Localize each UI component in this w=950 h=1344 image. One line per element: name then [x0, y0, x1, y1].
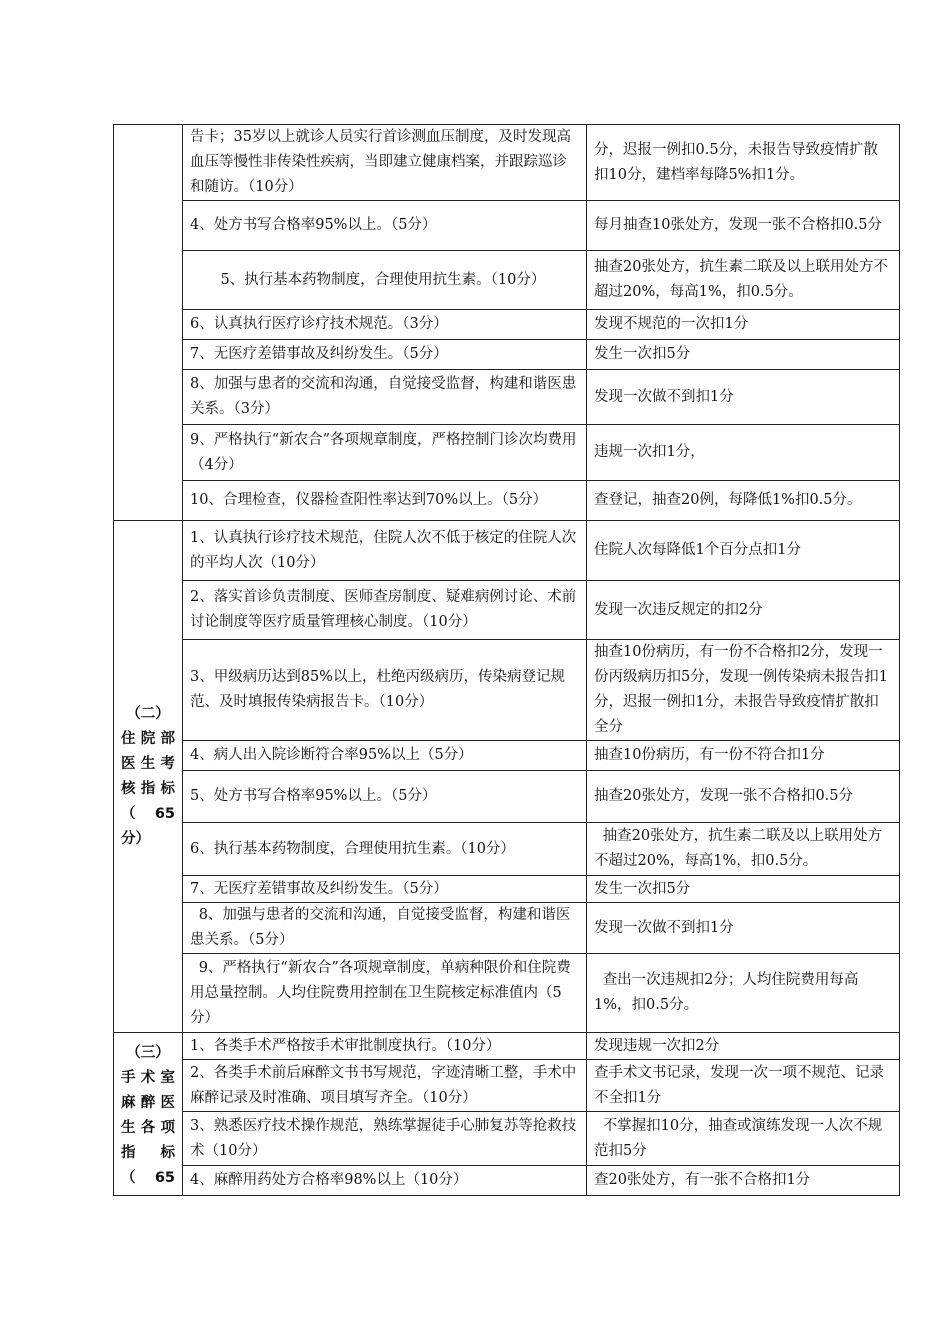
- item-cell: 4、麻醉用药处方合格率98%以上（10分）: [183, 1166, 587, 1196]
- rule-cell: 发现一次做不到扣1分: [587, 903, 900, 954]
- item-cell: 3、熟悉医疗技术操作规范，熟练掌握徒手心肺复苏等抢救技术（10分）: [183, 1112, 587, 1166]
- rule-cell: 发生一次扣5分: [587, 876, 900, 903]
- table-row: [114, 251, 900, 310]
- item-cell: 5、执行基本药物制度，合理使用抗生素。（10分）: [183, 251, 587, 310]
- rule-cell: 查登记，抽查20例，每降低1%扣0.5分。: [587, 481, 900, 521]
- table-row: [114, 1060, 900, 1112]
- section-label-line: 麻醉医: [121, 1095, 175, 1111]
- table-row: [114, 481, 900, 521]
- table-row: [114, 954, 900, 1033]
- rule-cell: 发现违规一次扣2分: [587, 1033, 900, 1060]
- rule-cell: 查出一次违规扣2分；人均住院费用每高1%，扣0.5分。: [587, 954, 900, 1033]
- rule-cell: 发生一次扣5分: [587, 340, 900, 370]
- table-row: [114, 521, 900, 581]
- section-label-line: 指 标: [121, 1145, 175, 1161]
- item-cell: 9、严格执行“新农合”各项规章制度，单病种限价和住院费用总量控制。人均住院费用控制在卫生院核定标准值内（5分）: [183, 954, 587, 1033]
- section-label-line: 分）: [121, 830, 150, 847]
- item-cell: 7、无医疗差错事故及纠纷发生。（5分）: [183, 876, 587, 903]
- section-label-line: 手术室: [121, 1070, 175, 1086]
- rule-cell: 抽查20张处方，抗生素二联及以上联用处方不超过20%，每高1%，扣0.5分。: [587, 823, 900, 876]
- rule-cell: 抽查20张处方，抗生素二联及以上联用处方不超过20%，每高1%，扣0.5分。: [587, 251, 900, 310]
- item-cell: 5、处方书写合格率95%以上。（5分）: [183, 771, 587, 823]
- table-row: [114, 771, 900, 823]
- item-cell: 8、加强与患者的交流和沟通，自觉接受监督，构建和谐医患关系。（5分）: [183, 903, 587, 954]
- rule-cell: 住院人次每降低1个百分点扣1分: [587, 521, 900, 581]
- item-cell: 6、执行基本药物制度，合理使用抗生素。（10分）: [183, 823, 587, 876]
- table-row: [114, 823, 900, 876]
- table-row: [114, 581, 900, 640]
- rule-cell: 抽查10份病历，有一份不合格扣2分，发现一份丙级病历扣5分，发现一例传染病未报告扣1分，迟报一例扣1分，未报告导致疫情扩散扣全分: [587, 640, 900, 741]
- rule-cell: 违规一次扣1分，: [587, 425, 900, 481]
- table-row: [114, 741, 900, 771]
- item-cell: 8、加强与患者的交流和沟通，自觉接受监督，构建和谐医患关系。（3分）: [183, 370, 587, 425]
- rule-cell: 查20张处方，有一张不合格扣1分: [587, 1166, 900, 1196]
- rule-cell: 每月抽查10张处方，发现一张不合格扣0.5分: [587, 201, 900, 251]
- table-row: [114, 876, 900, 903]
- rule-cell: 发现一次做不到扣1分: [587, 370, 900, 425]
- item-cell: 1、认真执行诊疗技术规范，住院人次不低于核定的住院人次的平均人次（10分）: [183, 521, 587, 581]
- item-cell: 4、处方书写合格率95%以上。（5分）: [183, 201, 587, 251]
- rule-cell: 抽查20张处方，发现一张不合格扣0.5分: [587, 771, 900, 823]
- section-label-line: 住院部: [121, 730, 175, 747]
- item-cell: 2、各类手术前后麻醉文书书写规范，字迹清晰工整，手术中麻醉记录及时准确、项目填写齐全。（10分）: [183, 1060, 587, 1112]
- table-row: [114, 903, 900, 954]
- item-cell: 6、认真执行医疗诊疗技术规范。（3分）: [183, 310, 587, 340]
- item-cell: 4、病人出入院诊断符合率95%以上（5分）: [183, 741, 587, 771]
- item-cell: 9、严格执行“新农合”各项规章制度，严格控制门诊次均费用（4分）: [183, 425, 587, 481]
- section-label-inpatient: [114, 521, 183, 1033]
- section-label-line: （二）: [126, 705, 170, 722]
- rule-cell: 查手术文书记录，发现一次一项不规范、记录不全扣1分: [587, 1060, 900, 1112]
- table-row: [114, 1033, 900, 1060]
- section-label-line: （ 65: [121, 805, 175, 822]
- section-label-line: （三）: [126, 1045, 170, 1061]
- table-row: [114, 125, 900, 201]
- item-cell: 告卡；35岁以上就诊人员实行首诊测血压制度，及时发现高血压等慢性非传染性疾病，当即建立健康档案，并跟踪巡诊和随访。（10分）: [183, 125, 587, 201]
- item-cell: 2、落实首诊负责制度、医师查房制度、疑难病例讨论、术前讨论制度等医疗质量管理核心制度。（10分）: [183, 581, 587, 640]
- rule-cell: 发现一次违反规定的扣2分: [587, 581, 900, 640]
- item-cell: 7、无医疗差错事故及纠纷发生。（5分）: [183, 340, 587, 370]
- section-label-line: 核指标: [121, 780, 175, 797]
- table-row: [114, 1112, 900, 1166]
- table-row: [114, 310, 900, 340]
- rule-cell: 不掌握扣10分，抽查或演练发现一人次不规范扣5分: [587, 1112, 900, 1166]
- table-row: [114, 1166, 900, 1196]
- section-label-empty: [114, 125, 183, 521]
- item-cell: 10、合理检查，仪器检查阳性率达到70%以上。（5分）: [183, 481, 587, 521]
- section-label-surgery: [114, 1033, 183, 1196]
- item-cell: 1、各类手术严格按手术审批制度执行。（10分）: [183, 1033, 587, 1060]
- table-row: [114, 201, 900, 251]
- table-row: [114, 370, 900, 425]
- section-label-line: （ 65: [121, 1170, 175, 1186]
- table-row: [114, 640, 900, 741]
- rule-cell: 分，迟报一例扣0.5分，未报告导致疫情扩散扣10分，建档率每降5%扣1分。: [587, 125, 900, 201]
- section-label-line: 生各项: [121, 1120, 175, 1136]
- rule-cell: 抽查10份病历，有一份不符合扣1分: [587, 741, 900, 771]
- item-cell: 3、甲级病历达到85%以上，杜绝丙级病历，传染病登记规范、及时填报传染病报告卡。（10分）: [183, 640, 587, 741]
- rule-cell: 发现不规范的一次扣1分: [587, 310, 900, 340]
- table-row: [114, 425, 900, 481]
- table-row: [114, 340, 900, 370]
- assessment-table: [113, 124, 900, 1196]
- section-label-line: 医生考: [121, 755, 175, 772]
